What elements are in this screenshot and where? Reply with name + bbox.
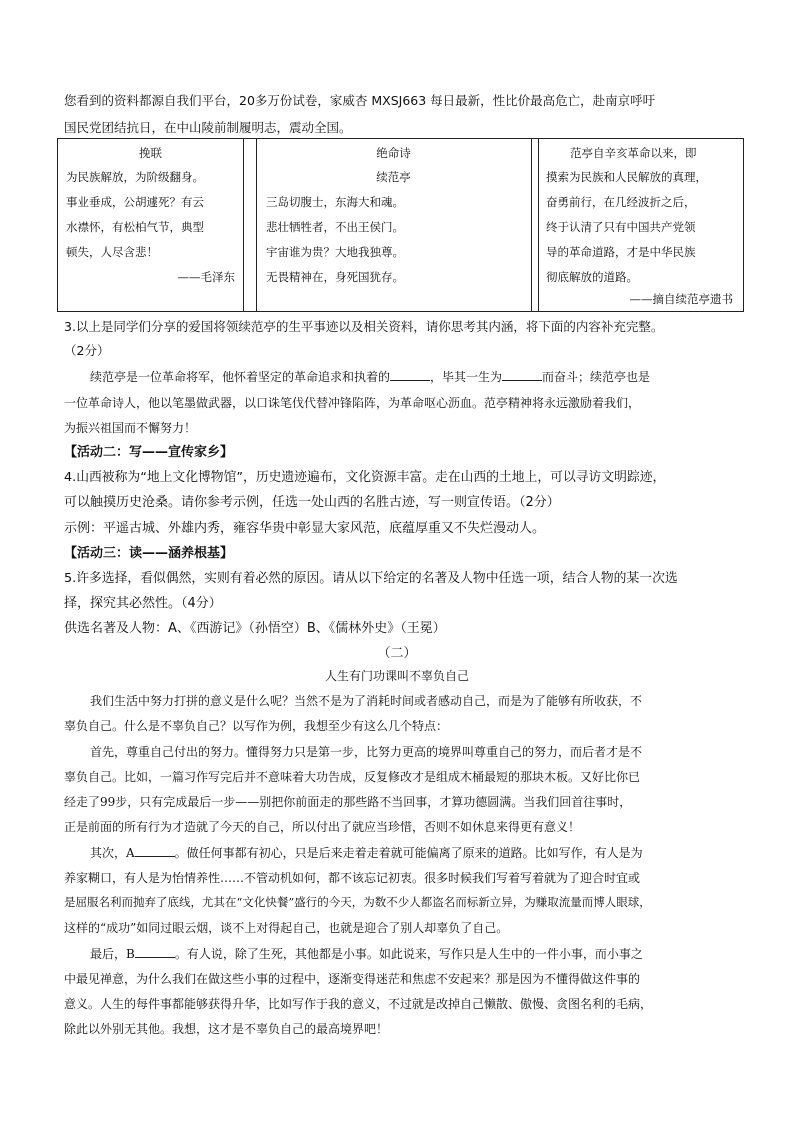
answer-blank-b[interactable] (135, 945, 175, 958)
header-line-1: 您看到的资料都源自我们平台，20多万份试卷，家威杏 MXSJ663 每日最新，性比价最高危亡，赴南京呼吁 (64, 93, 656, 108)
q5-stem: 5.许多选择，看似偶然，实则有着必然的原因。请从以下给定的名著及人物中任选一项，结合人物的某一次选 (64, 571, 678, 586)
answer-blank[interactable] (502, 368, 542, 381)
essay-line: 正是前面的所有行为才造就了今天的自己，所以付出了就应当珍惜，否则不如休息来得更有意义！ (64, 820, 581, 834)
elegy-line: 水襟怀，有松柏气节，典型 (66, 220, 204, 234)
activity2-title: 【活动二：写——宣传家乡】 (64, 445, 234, 460)
q5-stem: 择，探究其必然性。（4分） (64, 596, 222, 611)
essay-line (90, 945, 643, 962)
testament-line: 彻底解放的道路。 (546, 270, 638, 284)
essay-line (90, 844, 643, 861)
essay-line: 首先，尊重自己付出的努力。懂得努力只是第一步，比努力更高的境界叫尊重自己的努力，而后者才是不 (90, 745, 643, 759)
q5-options: 供选名著及人物：A、《西游记》（孙悟空）B、《儒林外史》（王冕） (64, 621, 446, 636)
q3-stem: 3.以上是同学们分享的爱国将领续范亭的生平事迹以及相关资料，请你思考其内涵，将下面的内容补充完整。 (64, 319, 664, 334)
essay-line: 辜负自己。什么是不辜负自己？以写作为例，我想至少有这么几个特点： (64, 719, 449, 733)
essay-line: 经走了99步，只有完成最后一步——别把你前面走的那些路不当回事，才算功德圆满。当我们回首往事时， (64, 795, 632, 809)
essay-text: 最后，B (90, 947, 135, 961)
testament-line: 奋勇前行，在几经波折之后， (546, 195, 696, 209)
testament-line: 摸索为民族和人民解放的真理， (546, 170, 707, 184)
table-col-poem (256, 139, 531, 311)
table-divider (531, 139, 532, 311)
header-line-2: 国民党团结抗日，在中山陵前制履明志，震动全国。 (64, 120, 352, 135)
essay-text: 。做任何事都有初心，只是后来走着走着就可能偏离了原来的道路。比如写作，有人是为 (174, 846, 643, 860)
elegy-line: 顿失，人尽含悲！ (66, 245, 158, 259)
q3-text: 续范亭是一位革命将军，他怀着坚定的革命追求和执着的 (90, 370, 391, 384)
material-table (57, 138, 744, 312)
essay-text: 。有人说，除了生死，其他都是小事。如此说来，写作只是人生中的一件小事，而小事之 (174, 947, 643, 961)
essay-line: 中最见禅意，为什么我们在做这些小事的过程中，逐渐变得迷茫和焦虑不安起来？那是因为不懂得做这件事的 (64, 972, 641, 986)
essay-line: 是屈服名利而抛弃了底线，尤其在“文化快餐”盛行的今天，为数不少人都盗名而标新立异，为赚取流量而博人眼球， (64, 895, 651, 909)
answer-blank-a[interactable] (135, 844, 175, 857)
table-divider (243, 139, 244, 311)
table-col-testament (538, 139, 745, 311)
answer-blank[interactable] (390, 368, 430, 381)
table-col-elegy (58, 139, 243, 311)
poem-title: 绝命诗 (376, 146, 411, 160)
testament-signature: ——摘自续范亭遗书 (629, 292, 733, 306)
elegy-title: 挽联 (139, 146, 162, 160)
essay-text: 其次，A (90, 846, 135, 860)
q3-text: ，毕其一生为 (430, 370, 503, 384)
q3-paragraph-line (90, 368, 650, 385)
q4-stem: 4.山西被称为“地上文化博物馆”，历史遗迹遍布，文化资源丰富。走在山西的土地上，可以寻访文明踪迹， (64, 470, 666, 485)
essay-line: 意义。人生的每件事都能够获得升华，比如写作于我的意义，不过就是改掉自己懒散、傲慢、贪图名利的毛病， (64, 997, 653, 1011)
q3-paragraph-line: 一位革命诗人，他以笔墨做武器，以口诛笔伐代替冲锋陷阵，为革命呕心沥血。范亭精神将永远激励着我们， (64, 396, 641, 410)
poem-line: 无畏精神在，身死国犹存。 (266, 270, 404, 284)
section-number: （二） (377, 646, 417, 661)
poem-line: 三岛切腹士，东海大和魂。 (266, 195, 404, 209)
q4-example: 示例：平遥古城、外雄内秀，雍容华贵中彰显大家风范，底蕴厚重又不失烂漫动人。 (64, 521, 546, 536)
essay-line: 除此以外别无其他。我想，这才是不辜负自己的最高境界吧！ (64, 1022, 389, 1036)
essay-line: 我们生活中努力打拼的意义是什么呢？当然不是为了消耗时间或者感动自己，而是为了能够有所收获，不 (90, 694, 643, 708)
essay-line: 这样的“成功”如同过眼云烟，谈不上对得起自己，也就是迎合了别人却辜负了自己。 (64, 921, 509, 935)
testament-line: 范亭自辛亥革命以来，即 (570, 146, 697, 160)
q3-paragraph-line: 为振兴祖国而不懈努力！ (64, 421, 197, 435)
poem-author: 续范亭 (376, 170, 411, 184)
q3-text: 而奋斗；续范亭也是 (542, 370, 651, 384)
testament-line: 导的革命道路，才是中华民族 (546, 245, 696, 259)
q3-points: （2分） (64, 343, 110, 358)
activity3-title: 【活动三：读——涵养根基】 (64, 546, 234, 561)
poem-line: 悲壮牺牲者，不出王侯门。 (266, 220, 404, 234)
elegy-signature: ——毛泽东 (177, 270, 235, 284)
poem-line: 宇宙谁为贵？大地我独尊。 (266, 245, 404, 259)
q4-stem: 可以触摸历史沧桑。请你参考示例，任选一处山西的名胜古迹，写一则宣传语。（2分） (64, 495, 560, 510)
essay-line: 养家糊口，有人是为怡情养性……不管动机如何，都不该忘记初衷。很多时候我们写着写着就为了迎合时宜或 (64, 871, 641, 885)
essay-line: 辜负自己。比如，一篇习作写完后并不意味着大功告成，反复修改才是组成木桶最短的那块木板。又好比你已 (64, 770, 641, 784)
elegy-line: 为民族解放，为阶级翻身。 (66, 170, 204, 184)
elegy-line: 事业垂成，公胡遽死？有云 (66, 195, 204, 209)
essay-title: 人生有门功课叫不辜负自己 (324, 669, 469, 683)
testament-line: 终于认清了只有中国共产党领 (546, 220, 696, 234)
